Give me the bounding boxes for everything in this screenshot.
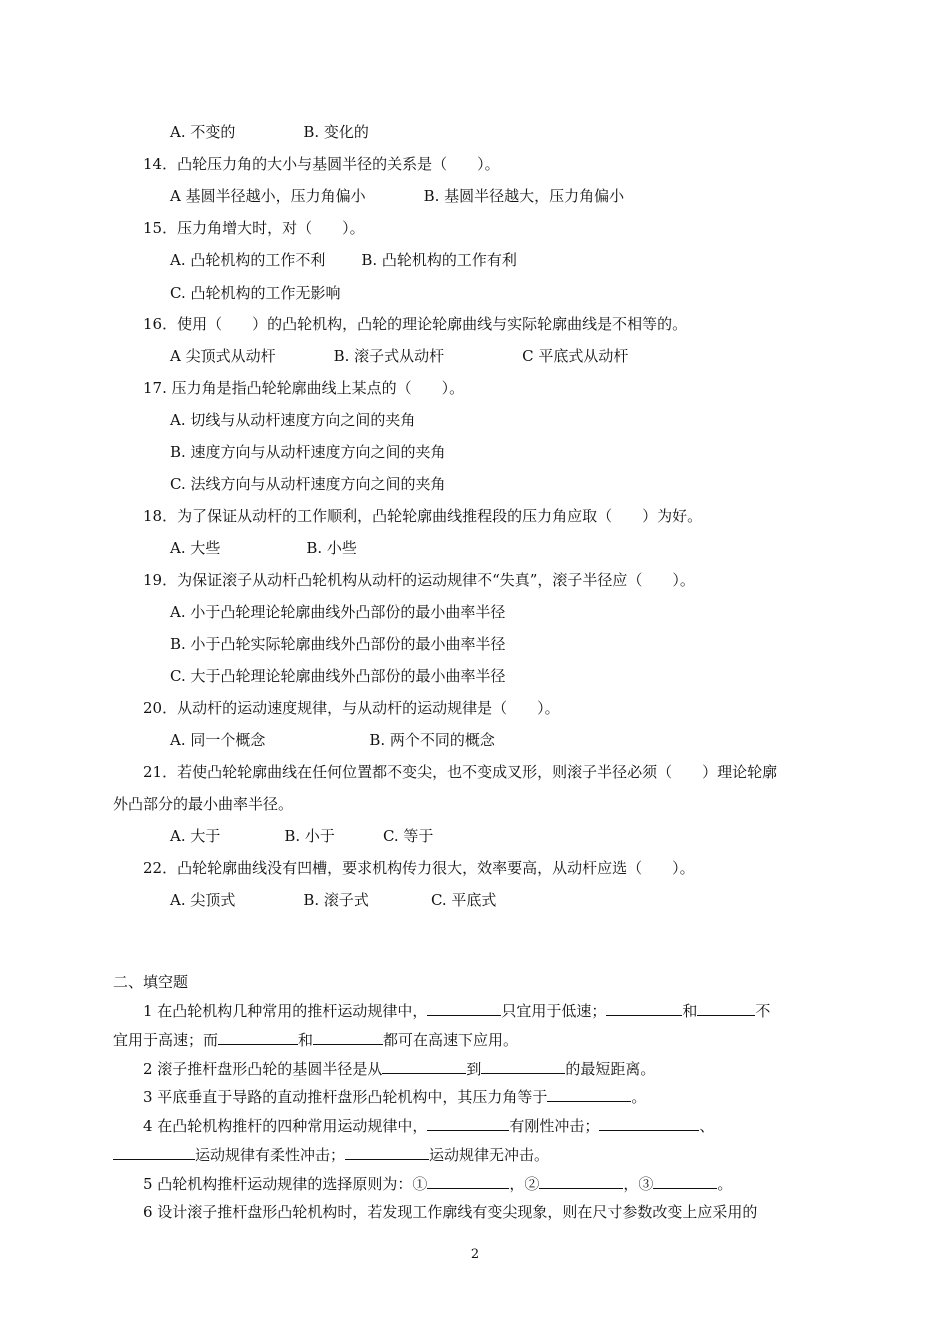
fill-item-1-line1 xyxy=(143,1001,770,1021)
q19-option-b: B. 小于凸轮实际轮廓曲线外凸部份的最小曲率半径 xyxy=(170,635,506,653)
answer-blank[interactable] xyxy=(697,1001,755,1016)
answer-blank[interactable] xyxy=(427,1001,501,1016)
fill-item-2 xyxy=(143,1059,655,1079)
q22-option-b: B. 滚子式 xyxy=(303,891,369,909)
q21-option-a: A. 大于 xyxy=(170,827,221,845)
page-number: 2 xyxy=(470,1247,480,1262)
q16-option-b: B. 滚子式从动杆 xyxy=(333,347,445,365)
fill-text: 有刚性冲击； xyxy=(509,1117,600,1135)
q22-options xyxy=(170,890,496,910)
q13-options xyxy=(170,122,369,142)
answer-blank[interactable] xyxy=(539,1174,623,1189)
q17-option-a: A. 切线与从动杆速度方向之间的夹角 xyxy=(170,411,416,429)
fill-text: 1 在凸轮机构几种常用的推杆运动规律中， xyxy=(143,1002,428,1020)
q17-option-c: C. 法线方向与从动杆速度方向之间的夹角 xyxy=(170,475,446,493)
fill-text: 不 xyxy=(755,1002,771,1020)
q17-stem: 17. 压力角是指凸轮轮廓曲线上某点的（ ）。 xyxy=(143,379,465,397)
answer-blank[interactable] xyxy=(606,1001,682,1016)
fill-text: 5 凸轮机构推杆运动规律的选择原则为：① xyxy=(143,1175,428,1193)
answer-blank[interactable] xyxy=(113,1145,195,1160)
fill-item-3 xyxy=(143,1087,646,1107)
answer-blank[interactable] xyxy=(427,1116,509,1131)
q21-stem-line1: 21．若使凸轮轮廓曲线在任何位置都不变尖，也不变成叉形，则滚子半径必须（ ）理论轮廓 xyxy=(143,763,778,781)
fill-text: 都可在高速下应用。 xyxy=(383,1031,519,1049)
q13-option-a: A. 不变的 xyxy=(170,123,236,141)
q18-option-b: B. 小些 xyxy=(306,539,357,557)
q15-option-c: C. 凸轮机构的工作无影响 xyxy=(170,284,341,302)
q14-options xyxy=(170,186,624,206)
fill-text: 宜用于高速；而 xyxy=(113,1031,219,1049)
q15-option-a: A. 凸轮机构的工作不利 xyxy=(170,251,326,269)
answer-blank[interactable] xyxy=(547,1087,631,1102)
fill-item-1-line2 xyxy=(113,1030,518,1050)
fill-text: 运动规律有柔性冲击； xyxy=(195,1146,346,1164)
q15-option-b: B. 凸轮机构的工作有利 xyxy=(361,251,517,269)
fill-text: 只宜用于低速； xyxy=(501,1002,607,1020)
q21-stem-line2: 外凸部分的最小曲率半径。 xyxy=(113,795,294,813)
q13-option-b: B. 变化的 xyxy=(303,123,369,141)
q15-options xyxy=(170,250,517,270)
fill-text: 运动规律无冲击。 xyxy=(429,1146,550,1164)
fill-text: 3 平底垂直于导路的直动推杆盘形凸轮机构中，其压力角等于 xyxy=(143,1088,548,1106)
q15-stem: 15．压力角增大时，对（ ）。 xyxy=(143,219,365,237)
q14-stem: 14．凸轮压力角的大小与基圆半径的关系是（ ）。 xyxy=(143,155,500,173)
q20-option-b: B. 两个不同的概念 xyxy=(369,731,495,749)
fill-text: ，② xyxy=(509,1175,540,1193)
answer-blank[interactable] xyxy=(653,1174,717,1189)
q22-option-a: A. 尖顶式 xyxy=(170,891,236,909)
q21-option-c: C. 等于 xyxy=(382,827,434,845)
answer-blank[interactable] xyxy=(345,1145,429,1160)
q14-option-a: A 基圆半径越小，压力角偏小 xyxy=(170,187,366,205)
q16-option-c: C 平底式从动杆 xyxy=(522,347,629,365)
q20-stem: 20．从动杆的运动速度规律，与从动杆的运动规律是（ ）。 xyxy=(143,699,560,717)
fill-text: 。 xyxy=(631,1088,647,1106)
q22-stem: 22．凸轮轮廓曲线没有凹槽，要求机构传力很大，效率要高，从动杆应选（ ）。 xyxy=(143,859,695,877)
fill-item-6: 6 设计滚子推杆盘形凸轮机构时，若发现工作廓线有变尖现象，则在尺寸参数改变上应采用的 xyxy=(143,1203,758,1221)
fill-text: 和 xyxy=(682,1002,698,1020)
q16-option-a: A 尖顶式从动杆 xyxy=(170,347,276,365)
answer-blank[interactable] xyxy=(481,1059,565,1074)
fill-text: 到 xyxy=(466,1060,482,1078)
answer-blank[interactable] xyxy=(313,1030,383,1045)
fill-text: 4 在凸轮机构推杆的四种常用运动规律中， xyxy=(143,1117,428,1135)
q18-options xyxy=(170,538,357,558)
q16-options xyxy=(170,346,628,366)
fill-text: 、 xyxy=(699,1117,715,1135)
q19-option-a: A. 小于凸轮理论轮廓曲线外凸部份的最小曲率半径 xyxy=(170,603,506,621)
q21-option-b: B. 小于 xyxy=(284,827,335,845)
answer-blank[interactable] xyxy=(382,1059,466,1074)
answer-blank[interactable] xyxy=(218,1030,298,1045)
fill-text: 2 滚子推杆盘形凸轮的基圆半径是从 xyxy=(143,1060,383,1078)
answer-blank[interactable] xyxy=(599,1116,699,1131)
section-title: 二、填空题 xyxy=(113,973,189,991)
fill-text: 的最短距离。 xyxy=(565,1060,656,1078)
q18-option-a: A. 大些 xyxy=(170,539,221,557)
q18-stem: 18．为了保证从动杆的工作顺利，凸轮轮廓曲线推程段的压力角应取（ ）为好。 xyxy=(143,507,703,525)
q20-options xyxy=(170,730,495,750)
fill-text: 和 xyxy=(298,1031,314,1049)
fill-text: 。 xyxy=(717,1175,733,1193)
fill-text: ，③ xyxy=(623,1175,654,1193)
q17-option-b: B. 速度方向与从动杆速度方向之间的夹角 xyxy=(170,443,446,461)
q22-option-c: C. 平底式 xyxy=(430,891,497,909)
q21-options xyxy=(170,826,433,846)
q14-option-b: B. 基圆半径越大，压力角偏小 xyxy=(423,187,625,205)
fill-item-5 xyxy=(143,1174,732,1194)
q19-stem: 19．为保证滚子从动杆凸轮机构从动杆的运动规律不“失真”，滚子半径应（ ）。 xyxy=(143,571,695,589)
q16-stem: 16．使用（ ）的凸轮机构，凸轮的理论轮廓曲线与实际轮廓曲线是不相等的。 xyxy=(143,315,688,333)
fill-item-4-line2 xyxy=(113,1145,549,1165)
answer-blank[interactable] xyxy=(427,1174,509,1189)
fill-item-4-line1 xyxy=(143,1116,714,1136)
q19-option-c: C. 大于凸轮理论轮廓曲线外凸部份的最小曲率半径 xyxy=(170,667,506,685)
q20-option-a: A. 同一个概念 xyxy=(170,731,266,749)
